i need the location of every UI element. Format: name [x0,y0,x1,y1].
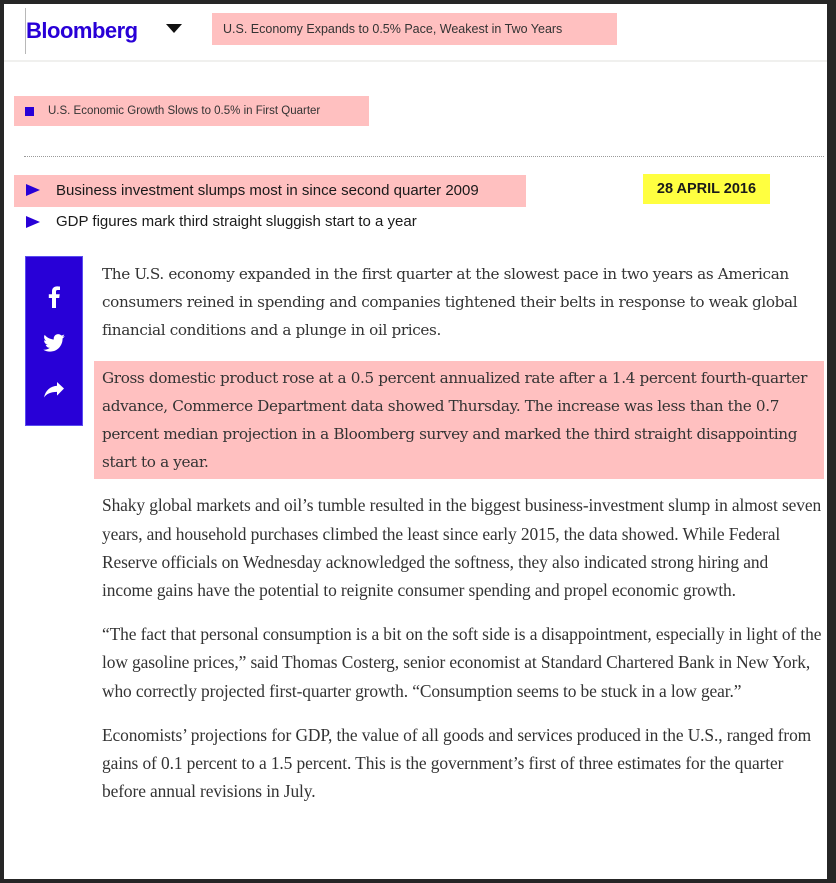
bullet-item [14,208,417,236]
share-button[interactable] [26,376,82,404]
share-rail [25,256,83,426]
bullet-text: GDP figures mark third straight sluggish start to a year [56,213,417,230]
twitter-share-button[interactable] [26,329,82,357]
triangle-bullet-icon [26,184,40,196]
highlighted-paragraph: Gross domestic product rose at a 0.5 percent annualized rate after a 1.4 percent fourth-quarter advance, Commerce Department data showed Thursday. The increase was less than the 0.7 percent median projection in a Bloomberg survey and marked the third straight disappointing start to a year. [94,361,824,480]
article-paragraph: “The fact that personal consumption is a bit on the soft side is a disappointment, especially in light of the low gasoline prices,” said Thomas Costerg, senior economist at Standard Chartered Bank in New York, who correctly projected first-quarter growth. “Consumption seems to be stuck in a low gear.” [102,624,822,701]
subheadline-text: U.S. Economic Growth Slows to 0.5% in First Quarter [48,105,321,117]
bloomberg-logo[interactable]: Bloomberg [26,18,138,43]
bullet-text: Business investment slumps most in since second quarter 2009 [56,182,479,199]
twitter-icon [43,334,65,352]
article-body [102,260,822,821]
top-headline: U.S. Economy Expands to 0.5% Pace, Weakest in Two Years [212,13,617,45]
subheadline [14,96,369,126]
caret-down-icon[interactable] [166,24,182,33]
article-paragraph: The U.S. economy expanded in the first quarter at the slowest pace in two years as American consumers reined in spending and companies tightened their belts in response to weak global financial conditions and a plunge in oil prices. [102,265,798,340]
dotted-divider [24,156,824,157]
header-divider [4,60,827,62]
date-badge: 28 APRIL 2016 [643,174,770,204]
bullet-item [14,175,526,207]
square-bullet-icon [25,107,34,116]
article-paragraph: Shaky global markets and oil’s tumble resulted in the biggest business-investment slump in almost seven years, and household purchases climbed the least since early 2015, the data showed. While Federal Reserve officials on Wednesday acknowledged the softness, they also indicated strong hiring and income gains have the potential to reignite consumer spending and propel economic growth. [102,495,822,601]
article-page [4,4,827,879]
facebook-share-button[interactable] [26,283,82,311]
article-paragraph: Economists’ projections for GDP, the value of all goods and services produced in the U.S., ranged from gains of 0.1 percent to a 1.5 percent. This is the government’s first of three estimates for the quarter before annual revisions in July. [102,724,812,802]
facebook-icon [48,286,60,308]
triangle-bullet-icon [26,216,40,228]
share-arrow-icon [44,382,64,398]
